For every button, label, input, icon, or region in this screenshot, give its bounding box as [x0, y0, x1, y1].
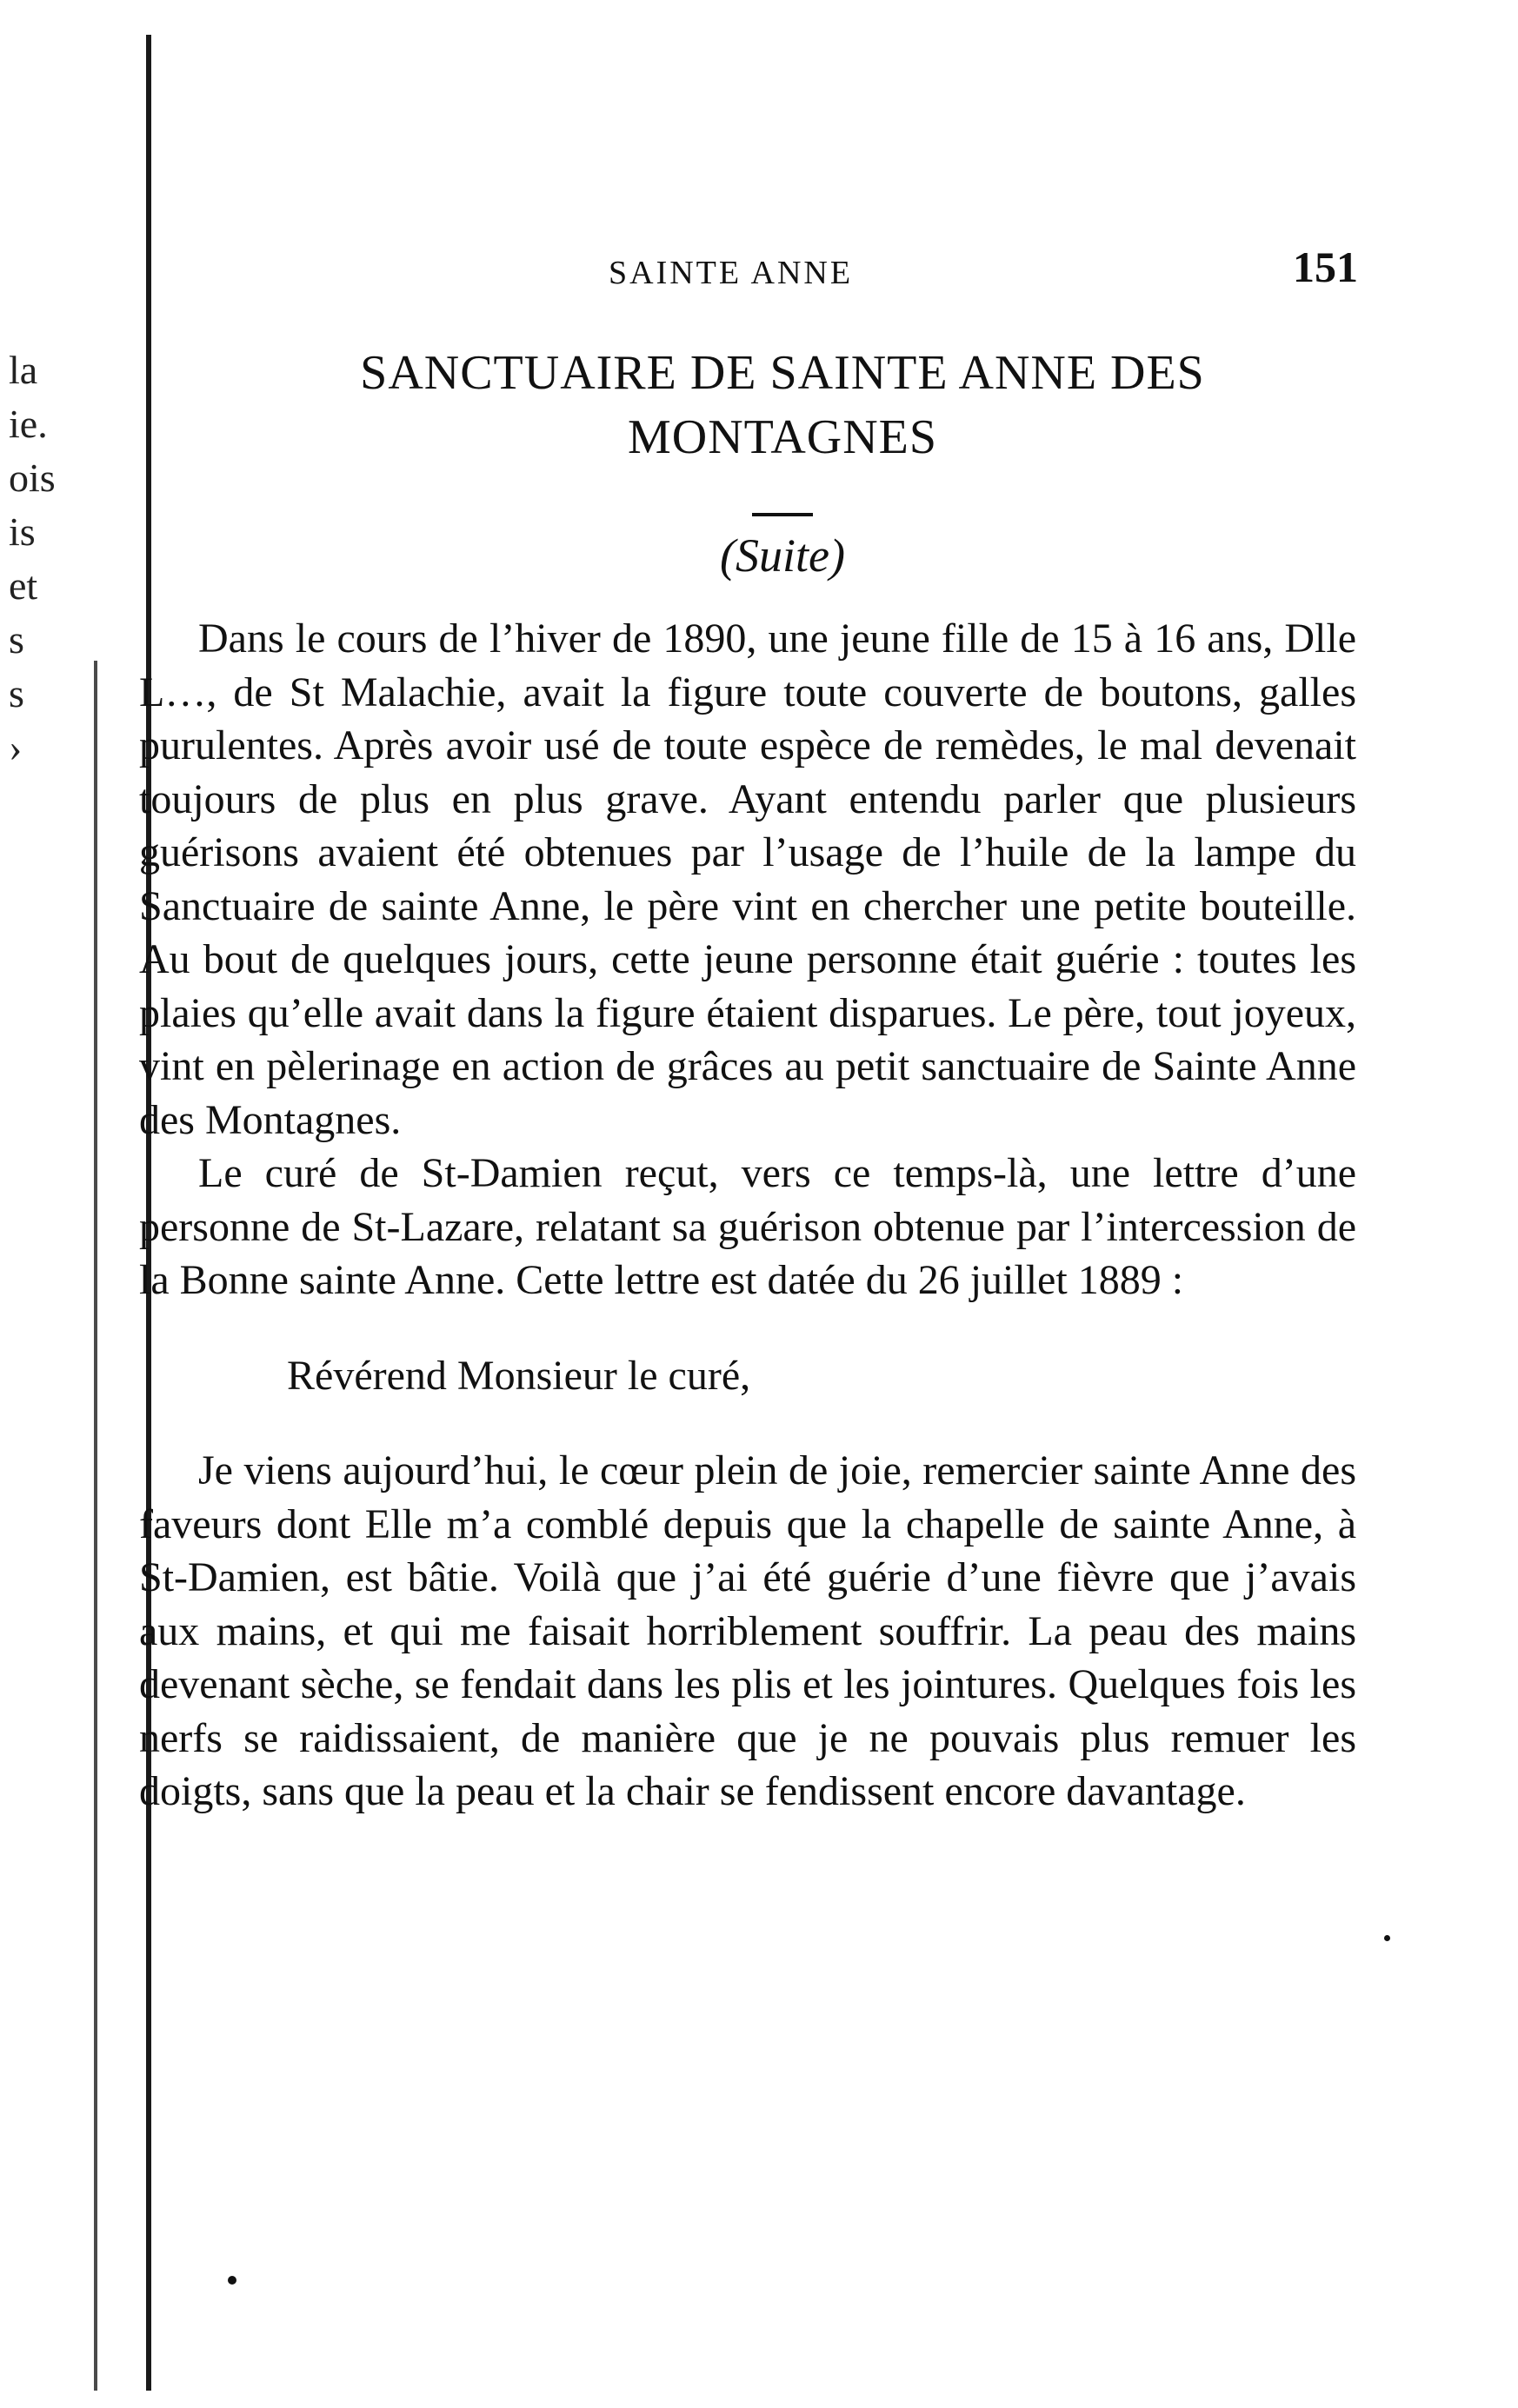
letter-salutation: Révérend Monsieur le curé, [287, 1352, 751, 1399]
running-title: SAINTE ANNE [609, 255, 854, 291]
article-title-line-2: MONTAGNES [627, 410, 938, 464]
ink-speck [228, 2276, 236, 2285]
article-title-line-1: SANCTUAIRE DE SAINTE ANNE DES [360, 346, 1205, 400]
margin-fragment: s [9, 671, 24, 715]
previous-page-fragments [9, 343, 87, 775]
page-number: 151 [1293, 243, 1358, 291]
letter-paragraph: Je viens aujourd’hui, le cœur plein de joie, remercier sainte Anne des faveurs dont Elle m’a comblé depuis que la chapelle de sainte Anne, à St-Damien, est bâtie. Voilà que j’ai été guérie d’une fièvre que j’avais aux mains, et qui me faisait horriblement souffrir. La peau des mains devenant sèche, se fendait dans les plis et les jointures. Quelques fois les nerfs se raidissaient, de manière que je ne pouvais plus remuer les doigts, sans que la peau et la chair se fendissent encore davantage. [139, 1447, 1356, 1814]
book-page [139, 235, 1356, 1819]
margin-fragment: is [9, 509, 36, 554]
title-divider [752, 513, 813, 516]
paragraph: Dans le cours de l’hiver de 1890, une jeune fille de 15 à 16 ans, Dlle L…, de St Malachie, avait la figure toute couverte de boutons, galles purulentes. Après avoir usé de toute espèce de remèdes, le mal devenait toujours de plus en plus grave. Ayant entendu parler que plusieurs guérisons avaient été obtenues par l’usage de l’huile de la lampe du Sanctuaire de sainte Anne, le père vint en chercher une petite bouteille. Au bout de quelques jours, cette jeune personne était guérie : toutes les plaies qu’elle avait dans la figure étaient disparues. Le père, tout joyeux, vint en pèlerinage en action de grâces au petit sanctuaire de Sainte Anne des Montagnes. [139, 615, 1356, 1143]
article-body [139, 612, 1356, 1819]
margin-fragment: › [9, 725, 23, 769]
margin-fragment: ie. [9, 402, 48, 446]
article-subtitle: (Suite) [720, 529, 845, 582]
margin-fragment: s [9, 617, 24, 662]
margin-fragment: la [9, 348, 38, 392]
margin-fragment: et [9, 563, 38, 608]
ink-speck [1384, 1935, 1390, 1941]
scan-margin-line [94, 661, 97, 2391]
article-title [209, 341, 1356, 469]
paragraph: Le curé de St-Damien reçut, vers ce temps-là, une lettre d’une personne de St-Lazare, relatant sa guérison obtenue par l’intercession de la Bonne sainte Anne. Cette lettre est datée du 26 juillet 1889 : [139, 1150, 1356, 1303]
margin-fragment: ois [9, 456, 56, 500]
running-head [139, 235, 1356, 304]
